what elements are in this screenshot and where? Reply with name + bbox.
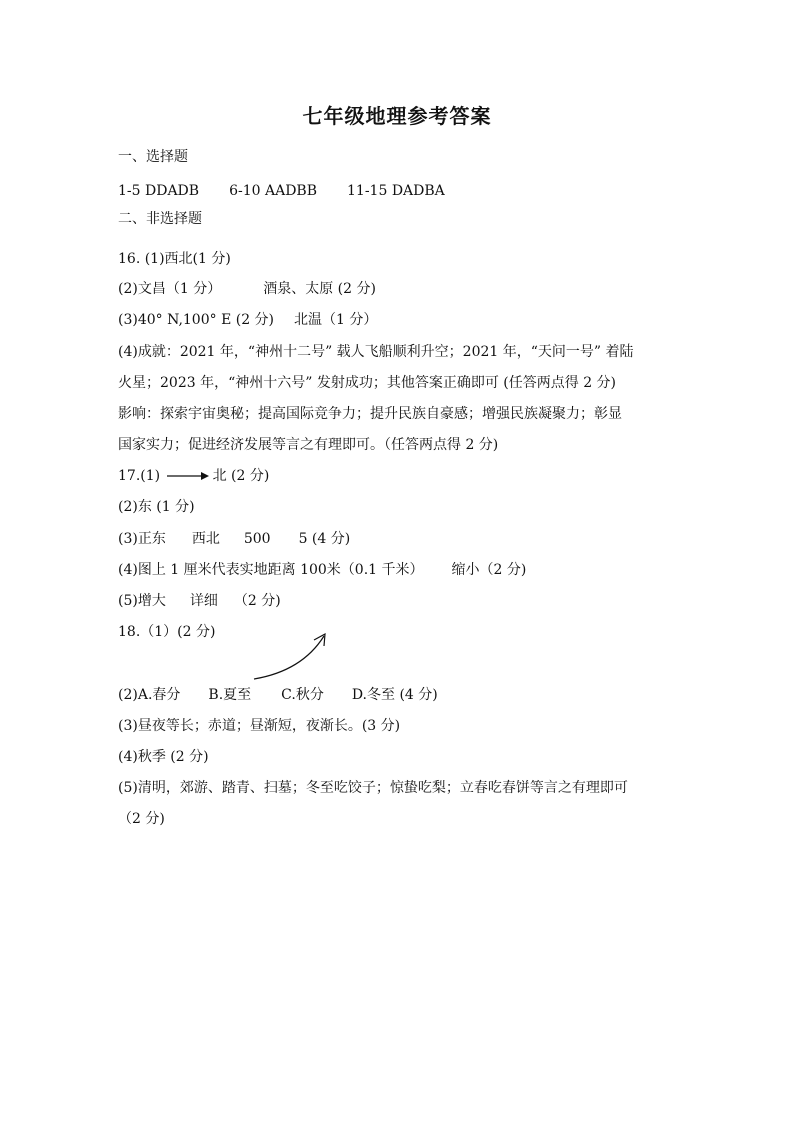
q17-part3 bbox=[118, 529, 350, 549]
q18-part2-b: B.夏至 bbox=[208, 687, 252, 703]
q17-part3-c: 500 bbox=[243, 531, 271, 547]
q17-part5-b: 详细 bbox=[189, 593, 218, 609]
q18-part4: (4)秋季 (2 分) bbox=[118, 749, 209, 765]
q17-part2: (2)东 (1 分) bbox=[118, 499, 195, 515]
q16-part3-b: 北温（1 分） bbox=[294, 312, 378, 328]
section-nonchoice-heading: 二、非选择题 bbox=[118, 211, 202, 227]
q17-part4-a: (4)图上 1 厘米代表实地距离 100米（0.1 千米） bbox=[118, 562, 424, 578]
orbit-direction-arrow-icon bbox=[250, 630, 330, 682]
q17-part3-d: 5 (4 分) bbox=[298, 531, 351, 547]
q18-part5-line1: (5)清明，郊游、踏青、扫墓；冬至吃饺子；惊蛰吃梨；立春吃春饼等言之有理即可 bbox=[118, 780, 628, 796]
q17-part4-b: 缩小（2 分) bbox=[451, 562, 527, 578]
q18-part3: (3)昼夜等长；赤道；昼渐短，夜渐长。(3 分) bbox=[118, 718, 401, 734]
north-arrow-icon bbox=[165, 471, 209, 481]
page-title: 七年级地理参考答案 bbox=[302, 104, 492, 128]
q16-part2 bbox=[118, 279, 376, 299]
q17-part3-b: 西北 bbox=[191, 531, 220, 547]
q16-part2-b: 酒泉、太原 (2 分) bbox=[263, 281, 376, 297]
answer-group-2: 6-10 AADBB bbox=[229, 183, 318, 199]
q16-part1: 16. (1)西北(1 分) bbox=[118, 251, 231, 267]
q16-impact-line1: 影响：探索宇宙奥秘；提高国际竞争力；提升民族自豪感；增强民族凝聚力；彰显 bbox=[118, 406, 622, 422]
q18-part2-d: D.冬至 (4 分) bbox=[351, 687, 438, 703]
q17-part1-label: 17.(1) bbox=[118, 468, 161, 484]
q18-part2-a: (2)A.春分 bbox=[118, 687, 181, 703]
q17-part1-answer: 北 (2 分) bbox=[212, 468, 270, 484]
q17-part5-c: （2 分) bbox=[233, 593, 281, 609]
q17-part5 bbox=[118, 591, 281, 611]
q18-part1: 18.（1）(2 分) bbox=[118, 624, 216, 640]
q16-part4-line2: 火星；2023 年，“神州十六号” 发射成功；其他答案正确即可 (任答两点得 2 分) bbox=[118, 375, 617, 391]
q17-part4 bbox=[118, 560, 526, 580]
q17-part5-a: (5)增大 bbox=[118, 593, 166, 609]
q17-part1 bbox=[118, 466, 269, 486]
q16-impact-line2: 国家实力；促进经济发展等言之有理即可。（任答两点得 2 分) bbox=[118, 437, 499, 453]
section-choice-heading: 一、选择题 bbox=[118, 149, 188, 165]
q16-part2-a: (2)文昌（1 分） bbox=[118, 281, 222, 297]
q16-part3 bbox=[118, 310, 377, 330]
q18-part2 bbox=[118, 685, 438, 705]
answer-group-1: 1-5 DDADB bbox=[118, 183, 200, 199]
choice-answers bbox=[118, 181, 445, 201]
q18-part2-c: C.秋分 bbox=[281, 687, 324, 703]
q18-part5-line2: （2 分) bbox=[118, 811, 165, 827]
answer-group-3: 11-15 DADBA bbox=[347, 183, 445, 199]
q17-part3-a: (3)正东 bbox=[118, 531, 166, 547]
q16-part4-line1: (4)成就：2021 年，“神州十二号” 载人飞船顺利升空；2021 年，“天问一号” 着陆 bbox=[118, 344, 634, 360]
q16-part3-a: (3)40° N,100° E (2 分) bbox=[118, 312, 275, 328]
